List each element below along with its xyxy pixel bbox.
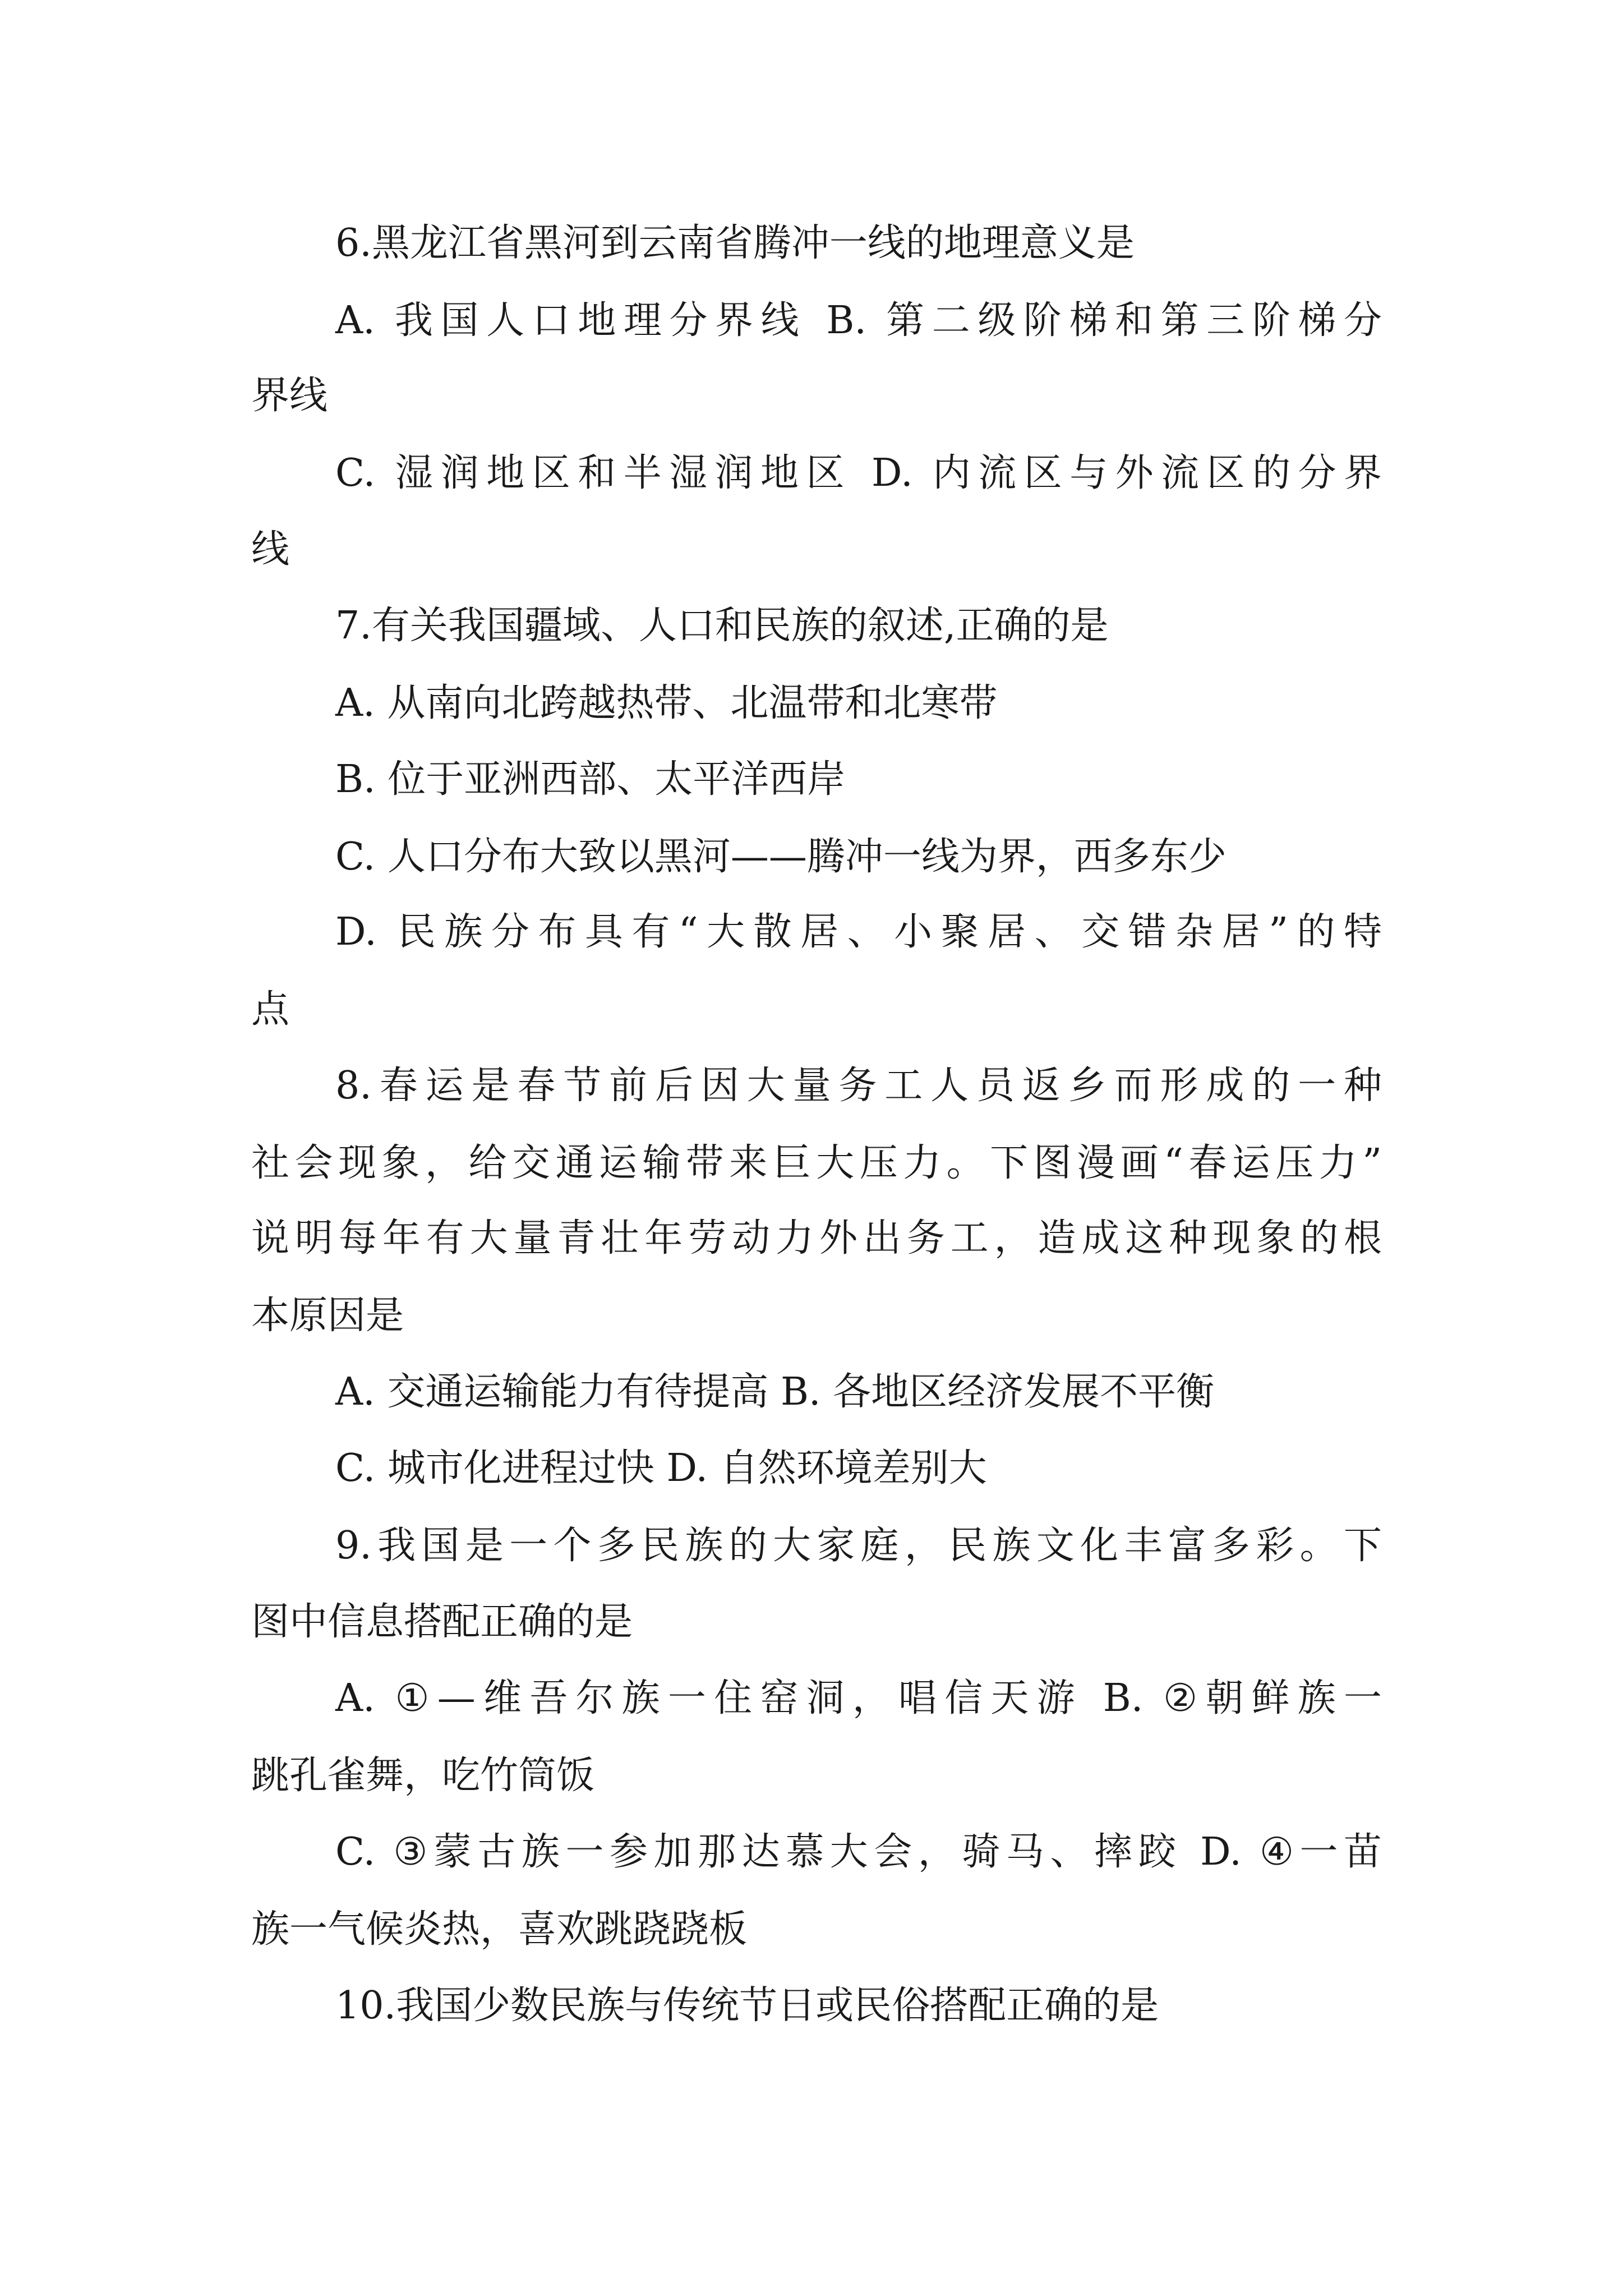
question-6-option-cd-wrap: 线 [251,527,290,572]
question-9-stem-line-2: 图中信息搭配正确的是 [251,1600,633,1644]
question-6-option-cd: C. 湿润地区和半湿润地区 D. 内流区与外流区的分界 [335,451,1382,495]
question-6-option-ab-wrap: 界线 [251,374,328,418]
question-9-option-cd: C. ③蒙古族一参加那达慕大会，骑马、摔跤 D. ④一苗 [335,1830,1382,1874]
question-8-stem-line-4: 本原因是 [251,1294,404,1338]
question-8-stem-line-1: 8.春运是春节前后因大量务工人员返乡而形成的一种 [335,1064,1382,1108]
question-7-option-d-wrap: 点 [251,987,290,1032]
question-7-option-d: D. 民族分布具有“大散居、小聚居、交错杂居”的特 [335,910,1382,954]
question-7-option-b: B. 位于亚洲西部、太平洋西岸 [335,757,846,802]
question-9-option-ab: A. ①—维吾尔族一住窑洞，唱信天游 B. ②朝鲜族一 [335,1676,1382,1720]
question-7-stem: 7.有关我国疆域、人口和民族的叙述,正确的是 [335,604,1109,648]
question-8-option-ab: A. 交通运输能力有待提高 B. 各地区经济发展不平衡 [335,1370,1215,1414]
question-7-option-a: A. 从南向北跨越热带、北温带和北寒带 [335,681,998,725]
question-7-option-c: C. 人口分布大致以黑河——腾冲一线为界，西多东少 [335,835,1227,879]
question-8-option-cd: C. 城市化进程过快 D. 自然环境差别大 [335,1446,987,1490]
question-6-option-ab: A. 我国人口地理分界线 B. 第二级阶梯和第三阶梯分 [335,298,1382,343]
question-8-stem-line-2: 社会现象，给交通运输带来巨大压力。下图漫画“春运压力” [251,1141,1382,1185]
question-9-option-cd-wrap: 族一气候炎热，喜欢跳跷跷板 [251,1907,748,1952]
question-9-option-ab-wrap: 跳孔雀舞，吃竹筒饭 [251,1754,595,1798]
question-9-stem-line-1: 9.我国是一个多民族的大家庭，民族文化丰富多彩。下 [335,1524,1382,1568]
question-6-stem: 6.黑龙江省黑河到云南省腾冲一线的地理意义是 [335,221,1135,265]
question-8-stem-line-3: 说明每年有大量青壮年劳动力外出务工，造成这种现象的根 [251,1216,1382,1260]
question-10-stem: 10.我国少数民族与传统节日或民俗搭配正确的是 [335,1984,1159,2028]
